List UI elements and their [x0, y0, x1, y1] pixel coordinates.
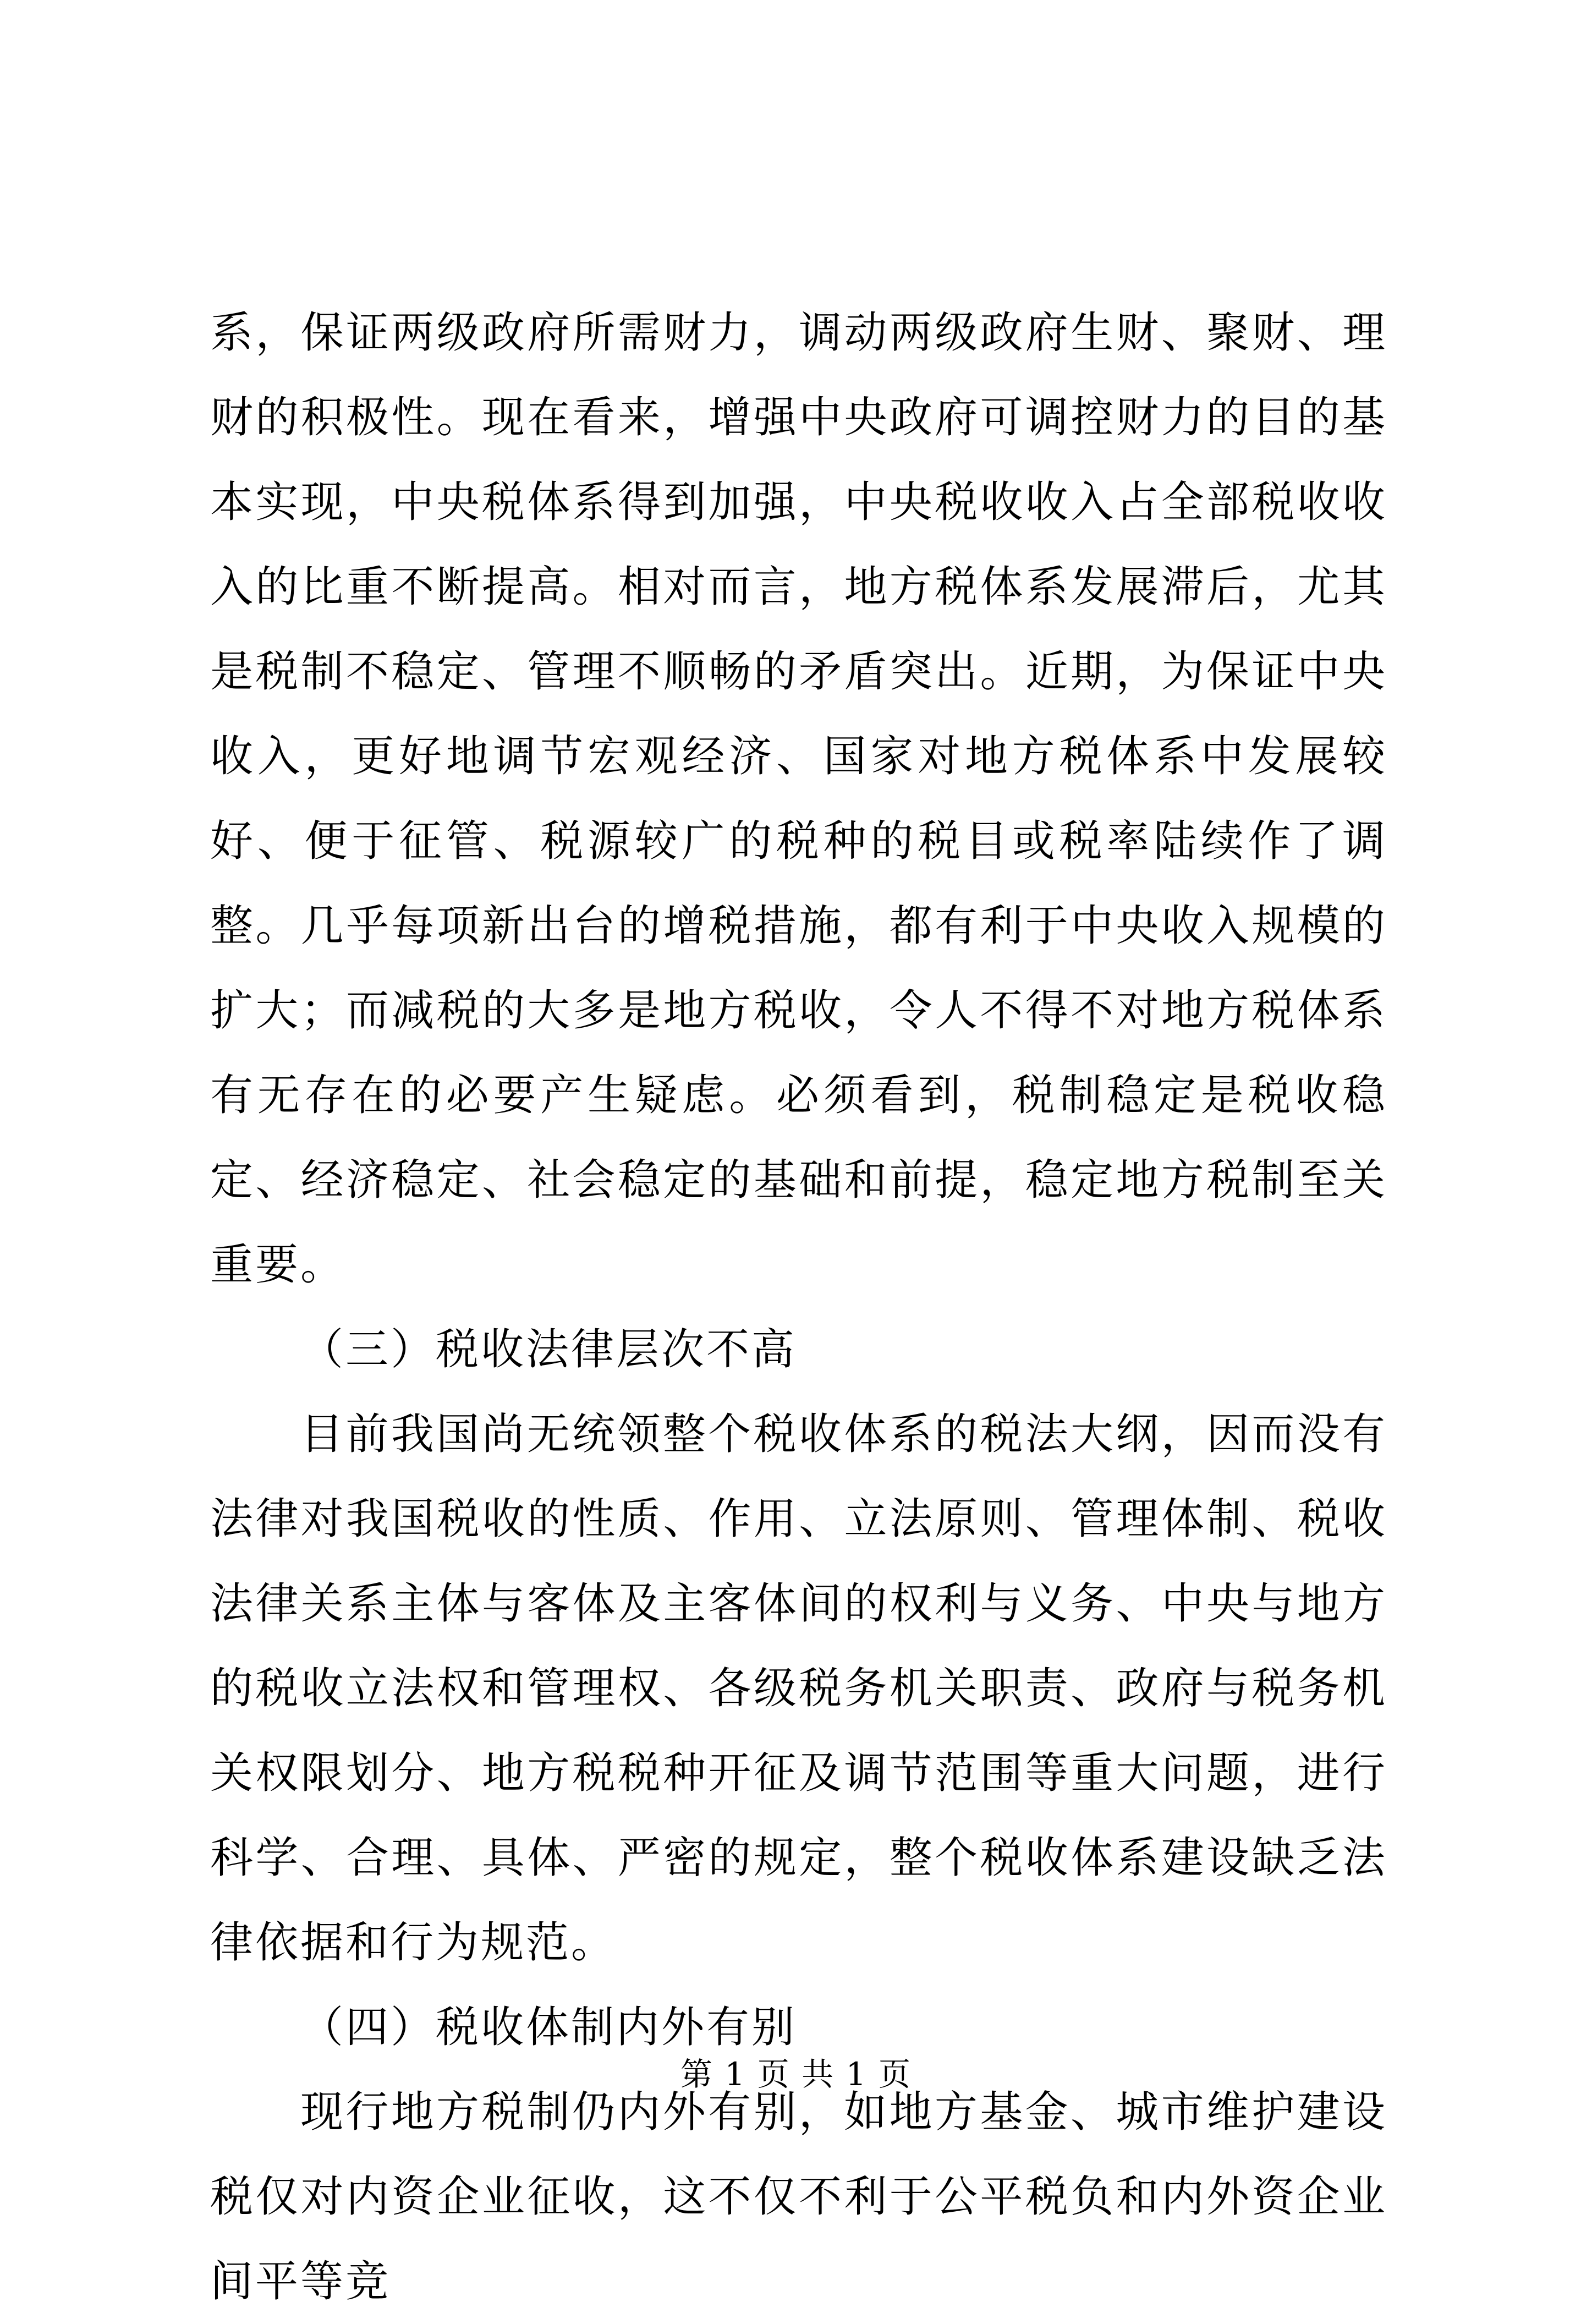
page-footer: 第 1 页 共 1 页 — [680, 2056, 912, 2093]
section-heading-3: （三）税收法律层次不高 — [300, 1325, 797, 1374]
paragraph-legal-level: 目前我国尚无统领整个税收体系的税法大纲，因而没有法律对我国税收的性质、作用、立法原则、管理体制、税收法律关系主体与客体及主客体间的权利与义务、中央与地方的税收立法权和管理权、各级税务机关职责、政府与税务机关权限划分、地方税税种开征及调节范围等重大问题，进行科学、合理、具体、严密的规定，整个税收体系建设缺乏法律依据和行为规范。 — [210, 1410, 1387, 1967]
paragraph-internal-external: 现行地方税制仍内外有别，如地方基金、城市维护建设税仅对内资企业征收，这不仅不利于公平税负和内外资企业间平等竞 — [210, 2087, 1387, 2306]
paragraph-continuation: 系，保证两级政府所需财力，调动两级政府生财、聚财、理财的积极性。现在看来，增强中央政府可调控财力的目的基本实现，中央税体系得到加强，中央税收收入占全部税收收入的比重不断提高。相对而言，地方税体系发展滞后，尤其是税制不稳定、管理不顺畅的矛盾突出。近期，为保证中央收入，更好地调节宏观经济、国家对地方税体系中发展较好、便于征管、税源较广的税种的税目或税率陆续作了调整。几乎每项新出台的增税措施，都有利于中央收入规模的扩大；而减税的大多是地方税收，令人不得不对地方税体系有无存在的必要产生疑虑。必须看到，税制稳定是税收稳定、经济稳定、社会稳定的基础和前提，稳定地方税制至关重要。 — [210, 308, 1387, 1290]
section-heading-4: （四）税收体制内外有别 — [300, 2003, 797, 2052]
document-body — [210, 290, 1387, 2324]
